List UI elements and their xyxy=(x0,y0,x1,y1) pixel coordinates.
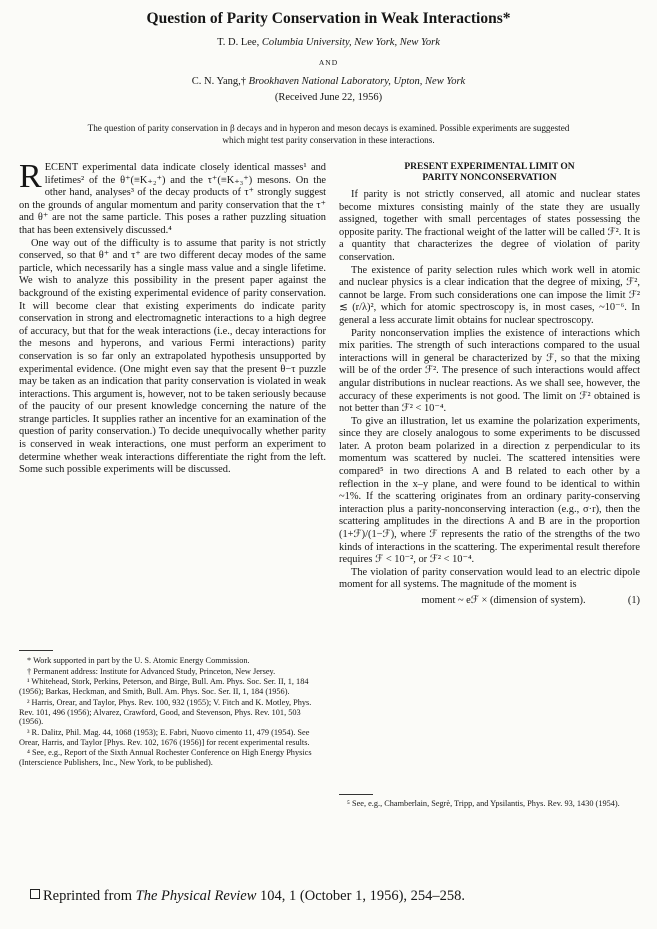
author-affiliation: Brookhaven National Laboratory, Upton, New York xyxy=(248,76,466,87)
body-paragraph: If parity is not strictly conserved, all atomic and nuclear states become mixtures consisting mainly of the state they are usually assigned, together with small percentages of states possessing the opposite parity. The fractional weight of the latter will be called ℱ². It is a quantity that characterizes the degree of violation of parity conservation. xyxy=(339,189,640,263)
checkbox-box-icon xyxy=(30,889,40,899)
and-separator: AND xyxy=(318,58,339,67)
reprint-suffix: 104, 1 (October 1, 1956), 254–258. xyxy=(256,888,466,904)
right-column xyxy=(339,162,640,612)
body-paragraph: One way out of the difficulty is to assume that parity is not strictly conserved, so that θ⁺ and τ⁺ are two different decay modes of the same particle, which necessarily has a single mass value and a single lifetime. We wish to analyze this possibility in the present paper against the background of the existing experimental evidence of parity conservation. It will become clear that existing experiments do indicate parity conservation in strong and electromagnetic interactions to a high degree of accuracy, but that for the weak interactions (i.e., decay interactions for the mesons and hyperons, and various Fermi interactions) parity conservation is so far only an extrapolated hypothesis unsupported by experimental evidence. (One might even say that the present θ−τ puzzle may be taken as an indication that parity conservation is violated in weak interactions. This argument is, however, not to be taken seriously because of the paucity of our present knowledge concerning the nature of the strange particles. It supplies rather an incentive for an examination of the question of parity conservation.) To decide unequivocally whether parity is conserved in weak interactions, one must perform an experiment to determine whether weak interactions differentiate the right from the left. Some such possible experiments will be discussed. xyxy=(19,237,326,476)
author-name: T. D. Lee, xyxy=(217,37,260,48)
author-name: C. N. Yang,† xyxy=(191,76,247,87)
reprint-prefix: Reprinted from xyxy=(43,888,136,904)
reprint-journal: The Physical Review xyxy=(135,888,257,904)
equation-body: moment ~ eℱ × (dimension of system). xyxy=(421,595,586,606)
footnote: * Work supported in part by the U. S. Atomic Energy Commission. xyxy=(27,656,250,665)
author-yang xyxy=(0,76,657,87)
footnote: ⁵ See, e.g., Chamberlain, Segrè, Tripp, and Ypsilantis, Phys. Rev. 93, 1430 (1954). xyxy=(347,799,620,808)
footnote: ⁴ See, e.g., Report of the Sixth Annual Rochester Conference on High Energy Physics (Interscience Publishers, Inc., New York, to be published). xyxy=(19,748,312,768)
footnote: † Permanent address: Institute for Advanced Study, Princeton, New Jersey. xyxy=(27,666,276,676)
body-paragraph: To give an illustration, let us examine the polarization experiments, since they are closely analogous to some experiments to be discussed later. A proton beam polarized in a direction z perpendicular to its momentum was scattered by nuclei. The scattered intensities were compared⁵ in two directions A and B related to each other by a reflection in the x–y plane, and were found to be identical to within ~1%. If the scattering originates from an ordinary parity-conserving interaction plus a parity-nonconserving interaction (e.g., σ·r), then the scattering amplitudes in the directions A and B are in the proportion (1+ℱ)/(1−ℱ), where ℱ represents the ratio of the strengths of the two kinds of interactions in the scattering. The experimental result therefore requires ℱ < 10⁻², or ℱ² < 10⁻⁴. xyxy=(339,415,640,566)
section-heading-line: PRESENT EXPERIMENTAL LIMIT ON xyxy=(404,162,575,172)
footnote: ³ R. Dalitz, Phil. Mag. 44, 1068 (1953); E. Fabri, Nuovo cimento 11, 479 (1954). See Orear, Harris, and Taylor [Phys. Rev. 102, 1676 (1956)] for recent experimental results. xyxy=(19,727,310,747)
section-heading xyxy=(339,162,640,184)
body-paragraph: The existence of parity selection rules which work well in atomic and nuclear physics is a clear indication that the degree of mixing, ℱ², cannot be large. From such considerations one can impose the limit ℱ² ≲ (r/λ)², which for atomic spectroscopy is, in most cases, ~10⁻⁶. In general a less accurate limit obtains for nuclear spectroscopy. xyxy=(339,264,640,326)
footnote: ² Harris, Orear, and Taylor, Phys. Rev. 100, 932 (1955); V. Fitch and K. Motley, Phys. Rev. 101, 496 (1956); Alvarez, Crawford, Good, and Stevenson, Phys. Rev. 101, 503 (1956). xyxy=(19,697,312,727)
author-affiliation: Columbia University, New York, New York xyxy=(261,37,440,48)
equation-number: (1) xyxy=(627,595,640,606)
author-lee xyxy=(0,37,657,48)
footnote-rule xyxy=(19,650,53,651)
left-column xyxy=(19,158,326,477)
drop-cap: R xyxy=(19,158,42,195)
body-paragraph: The violation of parity conservation would lead to an electric dipole moment for all systems. The magnitude of the moment is xyxy=(339,566,640,591)
right-footnotes xyxy=(339,799,640,810)
section-heading-line: PARITY NONCONSERVATION xyxy=(422,173,557,183)
intro-paragraph xyxy=(19,158,326,238)
equation-1 xyxy=(339,595,640,608)
body-paragraph: Parity nonconservation implies the existence of interactions which mix parities. The strength of such interactions compared to the usual interactions will in general be characterized by ℱ, so that the mixing will be of the order ℱ². The presence of such interactions would affect angular distributions in nuclear reactions. As we shall see, however, the accuracy of these experiments is not good. The limit on ℱ² obtained is not better than ℱ² < 10⁻⁴. xyxy=(339,327,640,415)
received-date: (Received June 22, 1956) xyxy=(274,92,383,103)
abstract: The question of parity conservation in β decays and in hyperon and meson decays is examined. Possible experiments are suggested which might test parity conservation in these interactions. xyxy=(87,123,570,145)
footnote: ¹ Whitehead, Stork, Perkins, Peterson, and Birge, Bull. Am. Phys. Soc. Ser. II, 1, 184 (1956); Barkas, Heckman, and Smith, Bull. Am. Phys. Soc. Ser. II, 1, 184 (1956). xyxy=(19,677,309,697)
reprint-note xyxy=(30,888,465,905)
left-footnotes xyxy=(19,656,326,769)
footnote-rule xyxy=(339,794,373,795)
intro-text: ECENT experimental data indicate closely identical masses¹ and lifetimes² of the θ⁺(≡K₊₂⁺) and the τ⁺(≡K₊₃⁺) mesons. On the other hand, analyses³ of the decay products of τ⁺ strongly suggest on the grounds of angular momentum and parity conservation that the τ⁺ and θ⁺ are not the same particle. This poses a rather puzzling situation that has been extensively discussed.⁴ xyxy=(19,162,326,236)
paper-title: Question of Parity Conservation in Weak Interactions* xyxy=(146,10,511,27)
